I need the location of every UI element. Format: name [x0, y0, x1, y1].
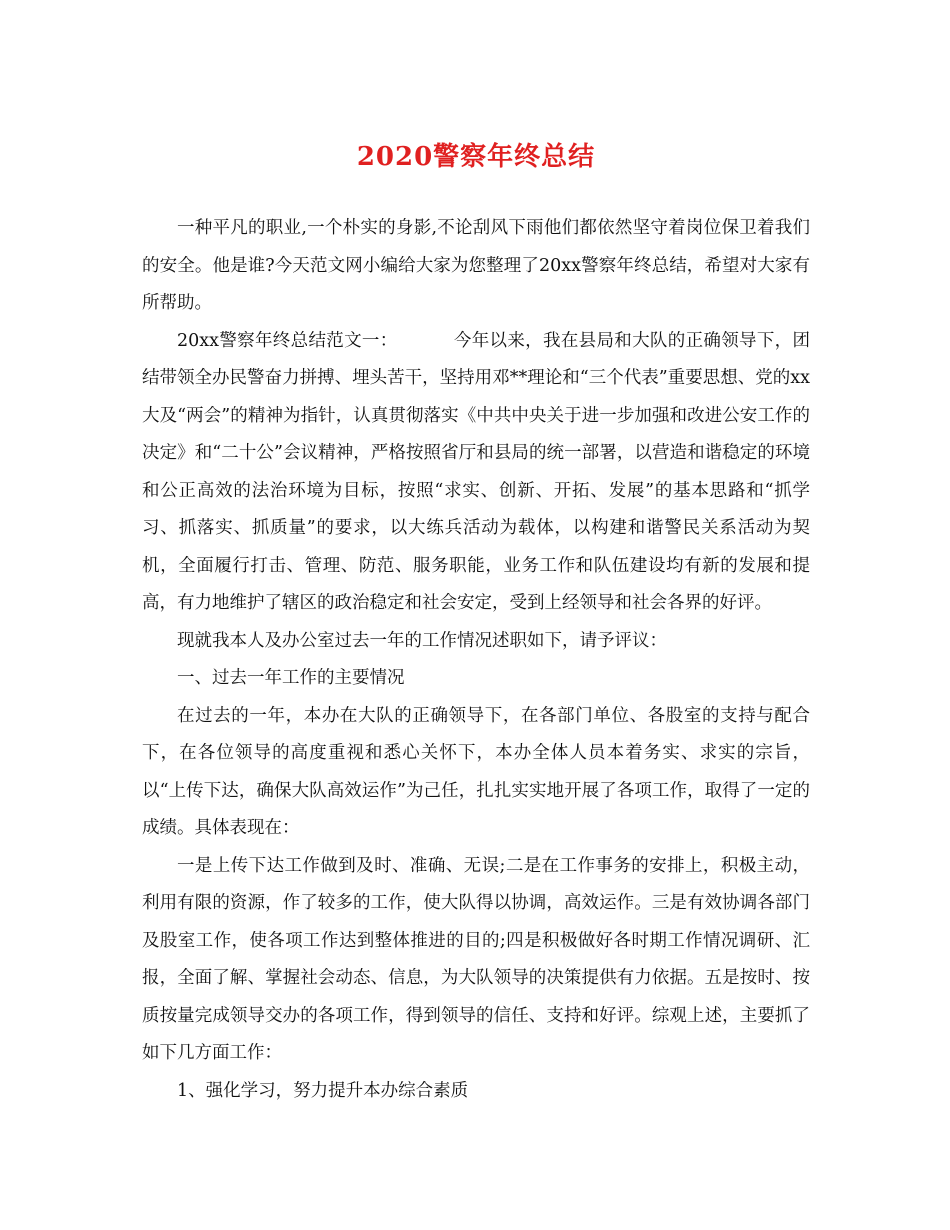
paragraph-intro: 一种平凡的职业,一个朴实的身影,不论刮风下雨他们都依然坚守着岗位保卫着我们的安全。他是谁?今天范文网小编给大家为您整理了20xx警察年终总结，希望对大家有所帮助。	[142, 218, 810, 313]
document-title: 2020警察年终总结	[356, 142, 596, 172]
paragraph-past-year: 在过去的一年，本办在大队的正确领导下，在各部门单位、各股室的支持与配合下，在各位领导的高度重视和悉心关怀下，本办全体人员本着务实、求实的宗旨，以“上传下达，确保大队高效运作”为己任，扎扎实实地开展了各项工作，取得了一定的成绩。具体表现在：	[142, 705, 810, 838]
sample-body: 今年以来，我在县局和大队的正确领导下，团结带领全办民警奋力拼搏、埋头苦干，坚持用邓**理论和“三个代表”重要思想、党的xx大及“两会”的精神为指针，认真贯彻落实《中共中央关于进一步加强和改进公安工作的决定》和“二十公”会议精神，严格按照省厅和县局的统一部署，以营造和谐稳定的环境和公正高效的法治环境为目标，按照“求实、创新、开拓、发展”的基本思路和“抓学习、抓落实、抓质量”的要求，以大练兵活动为载体，以构建和谐警民关系活动为契机，全面履行打击、管理、防范、服务职能，业务工作和队伍建设均有新的发展和提高，有力地维护了辖区的政治稳定和社会安定，受到上经领导和社会各界的好评。	[142, 330, 811, 613]
sample-label: 20xx警察年终总结范文一：	[177, 330, 398, 351]
paragraph-sample-one	[142, 323, 810, 623]
paragraph-report-intro: 现就我本人及办公室过去一年的工作情况述职如下，请予评议：	[177, 630, 667, 651]
section-heading-1: 一、过去一年工作的主要情况	[177, 668, 405, 688]
paragraph-achievements: 一是上传下达工作做到及时、准确、无误;二是在工作事务的安排上，积极主动，利用有限的资源，作了较多的工作，使大队得以协调，高效运作。三是有效协调各部门及股室工作，使各项工作达到整体推进的目的;四是积极做好各时期工作情况调研、汇报，全面了解、掌握社会动态、信息，为大队领导的决策提供有力依据。五是按时、按质按量完成领导交办的各项工作，得到领导的信任、支持和好评。综观上述，主要抓了如下几方面工作：	[142, 855, 810, 1063]
subsection-heading-1: 1、强化学习，努力提升本办综合素质	[177, 1080, 469, 1101]
